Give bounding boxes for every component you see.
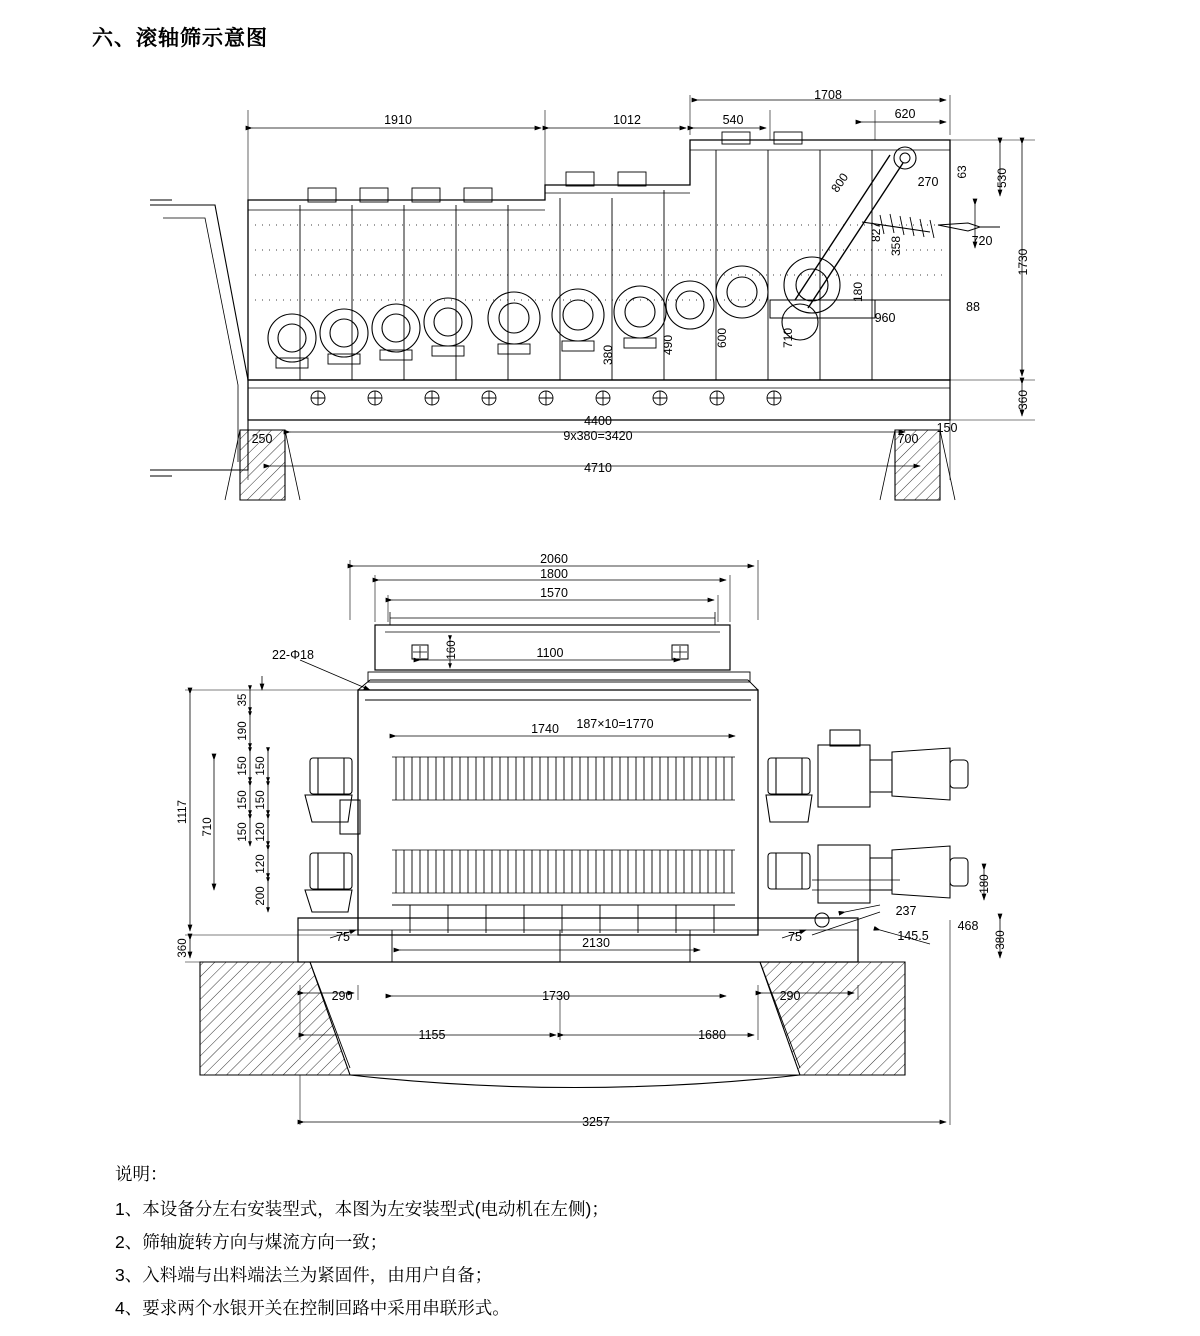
dim-250: 250 (251, 432, 273, 446)
dim-380b: 380 (995, 930, 1007, 950)
dim-120a: 120 (255, 822, 267, 842)
dim-530: 530 (995, 167, 1009, 189)
dim-88: 88 (966, 300, 980, 314)
dim-150a: 150 (237, 756, 249, 776)
dim-9x380: 9x380=3420 (563, 429, 633, 443)
dim-360: 360 (1016, 389, 1030, 411)
dim-1155: 1155 (418, 1028, 446, 1042)
dim-63: 63 (955, 165, 969, 179)
dim-710b: 710 (202, 817, 214, 837)
dim-1570: 1570 (540, 586, 568, 600)
dim-380: 380 (601, 344, 615, 366)
dim-720: 720 (971, 234, 993, 248)
dim-490: 490 (661, 334, 675, 356)
dim-2060: 2060 (540, 552, 568, 566)
dim-1708: 1708 (814, 88, 842, 102)
dim-180b: 180 (979, 874, 991, 894)
dim-540: 540 (722, 113, 744, 127)
dim-4710: 4710 (584, 461, 612, 475)
dim-358: 358 (889, 235, 903, 257)
dim-290b: 290 (779, 989, 801, 1003)
dim-145-5: 145.5 (897, 929, 929, 943)
dim-1800: 1800 (540, 567, 568, 581)
dim-75b: 75 (788, 930, 802, 944)
dim-1730b: 1730 (542, 989, 570, 1003)
top-view-drawing (150, 88, 1035, 500)
dim-1100: 1100 (536, 646, 564, 660)
dim-710: 710 (781, 327, 795, 349)
page-title: 六、滚轴筛示意图 (92, 27, 268, 50)
dim-22-phi18: 22-Φ18 (272, 648, 314, 662)
note-item-1: 1、本设备分左右安装型式，本图为左安装型式(电动机在左侧)； (115, 1199, 609, 1219)
dim-468: 468 (957, 919, 979, 933)
note-item-2: 2、筛轴旋转方向与煤流方向一致； (115, 1232, 388, 1252)
dim-75a: 75 (336, 930, 350, 944)
dim-1680: 1680 (698, 1028, 726, 1042)
dim-1740: 1740 (531, 722, 559, 736)
dim-190: 190 (237, 721, 249, 741)
dim-960: 960 (874, 311, 896, 325)
bottom-view-drawing (177, 552, 1007, 1129)
dim-35: 35 (237, 693, 249, 707)
note-item-4: 4、要求两个水银开关在控制回路中采用串联形式。 (115, 1298, 510, 1318)
dim-150d: 150 (255, 790, 267, 810)
notes-block (115, 1158, 1115, 1325)
dim-2130: 2130 (582, 936, 610, 950)
dim-270: 270 (917, 175, 939, 189)
dim-187x10: 187×10=1770 (576, 717, 654, 731)
notes-heading: 说明： (115, 1164, 168, 1184)
dim-150: 150 (936, 421, 958, 435)
dim-290a: 290 (331, 989, 353, 1003)
dim-3257: 3257 (582, 1115, 610, 1129)
dim-800: 800 (828, 170, 852, 195)
note-item-3: 3、入料端与出料端法兰为紧固件，由用户自备； (115, 1265, 493, 1285)
dim-150c: 150 (237, 790, 249, 810)
dim-1730: 1730 (1016, 248, 1030, 276)
dim-700: 700 (897, 432, 919, 446)
dim-120b: 120 (255, 854, 267, 874)
dim-827: 827 (869, 221, 883, 243)
dim-1910: 1910 (384, 113, 412, 127)
dim-1117: 1117 (177, 800, 189, 824)
dim-150b: 150 (255, 756, 267, 776)
dim-620: 620 (894, 107, 916, 121)
dim-4400: 4400 (584, 414, 612, 428)
dim-200: 200 (255, 886, 267, 906)
dim-180: 180 (851, 281, 865, 303)
dim-600: 600 (715, 327, 729, 349)
dim-160: 160 (446, 640, 458, 660)
dim-360b: 360 (177, 938, 189, 958)
dim-1012: 1012 (613, 113, 641, 127)
dim-150e: 150 (237, 822, 249, 842)
dim-237: 237 (895, 904, 917, 918)
